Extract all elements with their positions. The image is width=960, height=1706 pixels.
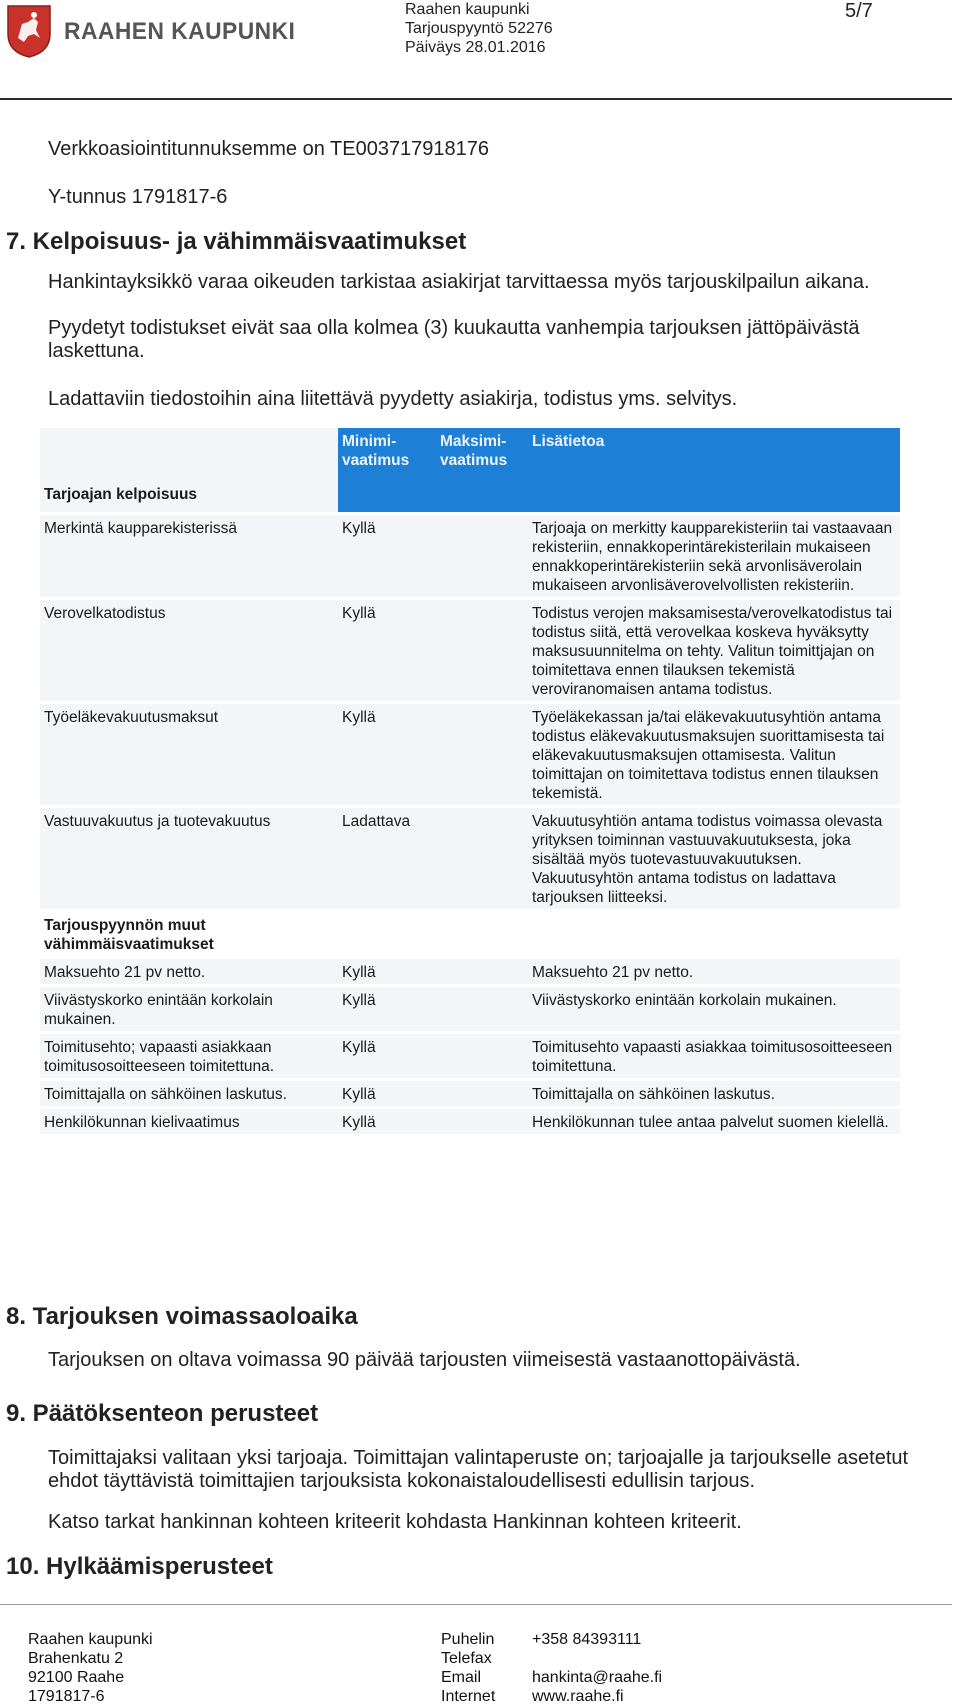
table-row — [40, 600, 900, 701]
section-8-title: 8. Tarjouksen voimassaoloaika — [6, 1303, 358, 1330]
row-name: Verovelkatodistus — [40, 600, 338, 701]
table-row — [40, 1109, 900, 1134]
header-date: Päiväys 28.01.2016 — [405, 39, 546, 56]
table-row — [40, 704, 900, 805]
row-max — [436, 1034, 528, 1078]
row-name: Merkintä kaupparekisterissä — [40, 515, 338, 597]
table-row — [40, 987, 900, 1031]
row-info: Työeläkekassan ja/tai eläkevakuutusyhtiön antama todistus eläkevakuutusmaksujen suorittamisesta tai eläkevakuutusmaksujen ottamisesta. Valitun toimittajan on toimitettava todistus ennen tilauksen tekemistä. — [528, 704, 900, 805]
row-min: Kyllä — [338, 1109, 436, 1134]
footer-web-label: Internet — [441, 1688, 496, 1705]
row-name: Toimitusehto; vapaasti asiakkaan toimitusosoitteeseen toimitettuna. — [40, 1034, 338, 1078]
row-max — [436, 600, 528, 701]
header-meta — [405, 0, 553, 57]
row-info: Henkilökunnan tulee antaa palvelut suomen kielellä. — [528, 1109, 900, 1134]
row-max — [436, 808, 528, 909]
footer-web[interactable]: www.raahe.fi — [532, 1688, 624, 1705]
row-name: Toimittajalla on sähköinen laskutus. — [40, 1081, 338, 1106]
footer-phone-label: Puhelin — [441, 1631, 495, 1648]
business-id: Y-tunnus 1791817-6 — [48, 186, 228, 208]
section-10-title: 10. Hylkäämisperusteet — [6, 1553, 273, 1580]
section-8-p1: Tarjouksen on oltava voimassa 90 päivää tarjousten viimeisestä vastaanottopäivästä. — [48, 1349, 801, 1371]
row-max — [436, 704, 528, 805]
subheader-label: Tarjouspyynnön muut vähimmäisvaatimukset — [40, 912, 338, 956]
row-name: Työeläkevakuutusmaksut — [40, 704, 338, 805]
einvoice-id: Verkkoasiointitunnuksemme on TE003717918176 — [48, 138, 490, 160]
footer-address — [28, 1630, 153, 1706]
section-9-p1: Toimittajaksi valitaan yksi tarjoaja. Toimittajan valintaperuste on; tarjoajalle ja tarjoukselle asetetut ehdot täyttävistä toimittajien tarjouksista kokonaistaloudellisesti edullisin tarjous. — [48, 1447, 909, 1492]
row-max — [436, 515, 528, 597]
section-7-p2: Pyydetyt todistukset eivät saa olla kolmea (3) kuukautta vanhempia tarjouksen jättöpäivästä laskettuna. — [48, 317, 860, 362]
table-header-row — [40, 428, 900, 512]
row-name: Maksuehto 21 pv netto. — [40, 959, 338, 984]
row-max — [436, 1109, 528, 1134]
row-min: Kyllä — [338, 1034, 436, 1078]
header-min: Minimi-vaatimus — [338, 428, 436, 512]
page-number: 5/7 — [845, 0, 873, 22]
header-qualification: Tarjoajan kelpoisuus — [40, 428, 338, 512]
row-min: Kyllä — [338, 515, 436, 597]
footer-phone: +358 84393111 — [532, 1631, 642, 1648]
row-name: Henkilökunnan kielivaatimus — [40, 1109, 338, 1134]
footer-email[interactable]: hankinta@raahe.fi — [532, 1669, 663, 1686]
header-divider — [0, 98, 952, 100]
row-info: Maksuehto 21 pv netto. — [528, 959, 900, 984]
table-row — [40, 1034, 900, 1078]
section-7-p3: Ladattaviin tiedostoihin aina liitettävä pyydetty asiakirja, todistus yms. selvitys. — [48, 388, 738, 410]
row-min: Kyllä — [338, 600, 436, 701]
row-info: Tarjoaja on merkitty kaupparekisteriin tai vastaavaan rekisteriin, ennakkoperintärekisterilain mukaiseen ennakkoperintärekisteriin sekä arvonlisäverolain mukaiseen arvonlisäverovelvollisten rekisteriin. — [528, 515, 900, 597]
row-info: Toimittajalla on sähköinen laskutus. — [528, 1081, 900, 1106]
row-info: Toimitusehto vapaasti asiakkaa toimitusosoitteeseen toimitettuna. — [528, 1034, 900, 1078]
footer-email-label: Email — [441, 1669, 482, 1686]
table-subheader-row — [40, 912, 900, 956]
section-9-p2: Katso tarkat hankinnan kohteen kriteerit kohdasta Hankinnan kohteen kriteerit. — [48, 1511, 742, 1533]
section-7-title: 7. Kelpoisuus- ja vähimmäisvaatimukset — [6, 228, 467, 255]
coat-of-arms-icon — [6, 4, 52, 58]
row-min: Kyllä — [338, 987, 436, 1031]
brand-name: RAAHEN KAUPUNKI — [64, 18, 296, 45]
row-max — [436, 959, 528, 984]
row-info: Viivästyskorko enintään korkolain mukainen. — [528, 987, 900, 1031]
footer-divider — [0, 1604, 952, 1605]
requirements-table — [40, 425, 900, 1137]
row-info: Todistus verojen maksamisesta/verovelkatodistus tai todistus siitä, että verovelkaa koskeva hyväksytty maksusuunnitelma on tehty. Valitun toimittjajan on toimitettava ennen tilauksen tekemistä veroviranomaisen antama todistus. — [528, 600, 900, 701]
row-min: Kyllä — [338, 704, 436, 805]
footer-street: Brahenkatu 2 — [28, 1650, 124, 1667]
row-min: Ladattava — [338, 808, 436, 909]
row-max — [436, 987, 528, 1031]
row-info: Vakuutusyhtiön antama todistus voimassa olevasta yrityksen toiminnan vastuuvakuutuksesta, joka sisältää myös tuotevastuuvakuutuksen. Vakuutusyhtön antama todistus on ladattava tarjouksen liitteeksi. — [528, 808, 900, 909]
footer-fax-label: Telefax — [441, 1650, 492, 1667]
section-9-title: 9. Päätöksenteon perusteet — [6, 1400, 319, 1427]
table-row — [40, 959, 900, 984]
row-min: Kyllä — [338, 1081, 436, 1106]
header-max: Maksimi-vaatimus — [436, 428, 528, 512]
row-min: Kyllä — [338, 959, 436, 984]
footer-city: 92100 Raahe — [28, 1669, 125, 1686]
row-name: Viivästyskorko enintään korkolain mukainen. — [40, 987, 338, 1031]
row-max — [436, 1081, 528, 1106]
footer-labels — [441, 1630, 495, 1706]
section-7-p1: Hankintayksikkö varaa oikeuden tarkistaa asiakirjat tarvittaessa myös tarjouskilpailun aikana. — [48, 271, 870, 293]
table-row — [40, 515, 900, 597]
header-info: Lisätietoa — [528, 428, 900, 512]
footer-id: 1791817-6 — [28, 1688, 105, 1705]
footer-org: Raahen kaupunki — [28, 1631, 153, 1648]
row-name: Vastuuvakuutus ja tuotevakuutus — [40, 808, 338, 909]
footer-contacts — [532, 1630, 662, 1706]
table-row — [40, 808, 900, 909]
header-org: Raahen kaupunki — [405, 1, 530, 18]
header-doc-ref: Tarjouspyyntö 52276 — [405, 20, 553, 37]
table-row — [40, 1081, 900, 1106]
